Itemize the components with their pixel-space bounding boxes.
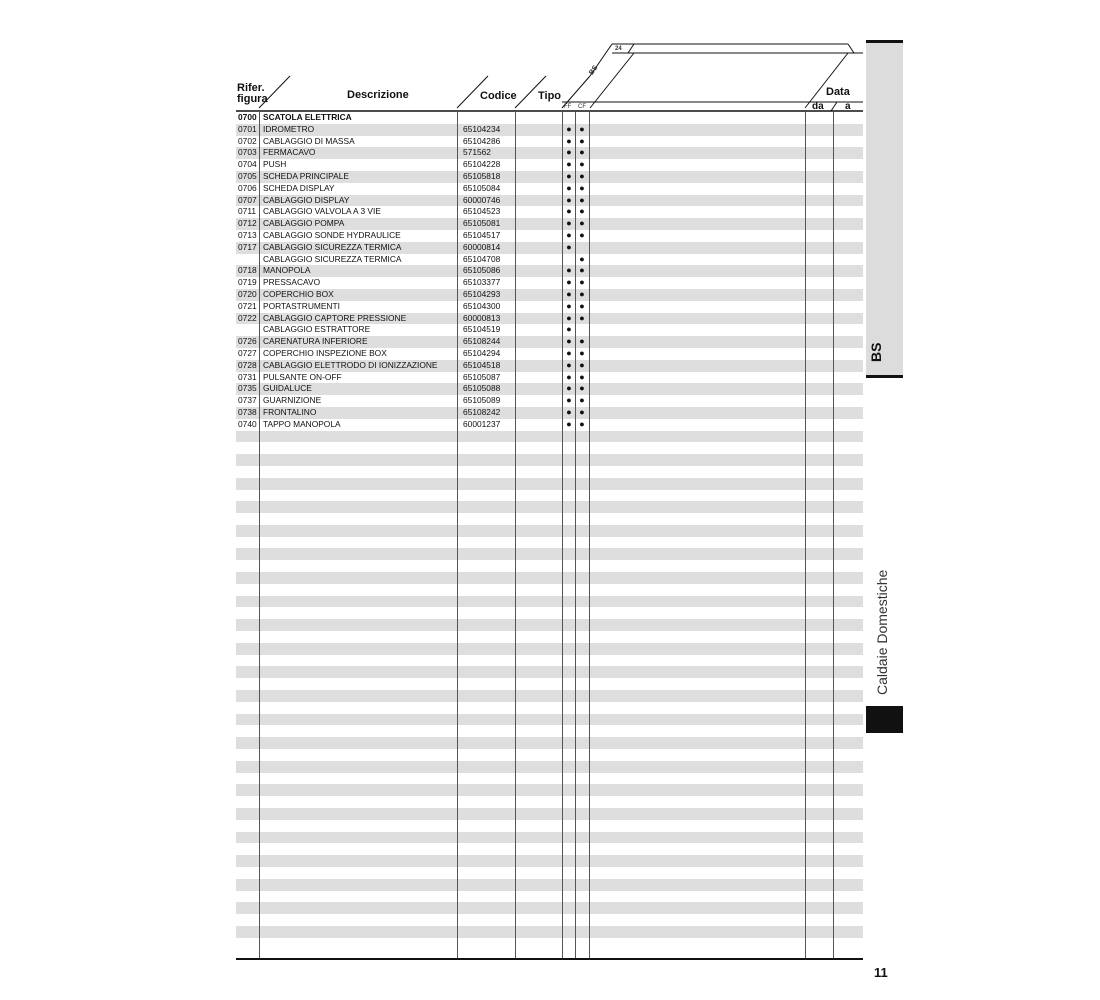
- cf-bullet-cell: ●: [579, 395, 585, 406]
- ref-cell: 0738: [238, 406, 257, 417]
- ref-cell: 0722: [238, 312, 257, 323]
- table-row: [236, 784, 863, 796]
- table-row: [236, 737, 863, 749]
- description-cell: PUSH: [263, 159, 287, 170]
- parts-table: [236, 112, 863, 950]
- code-cell: 65104519: [463, 324, 501, 335]
- code-cell: 65105081: [463, 218, 501, 229]
- table-row: [236, 773, 863, 785]
- table-row: [236, 348, 863, 360]
- table-row: [236, 572, 863, 584]
- cf-bullet-cell: ●: [579, 418, 585, 429]
- table-row: [236, 383, 863, 395]
- cf-bullet-cell: ●: [579, 147, 585, 158]
- code-cell: 65104228: [463, 159, 501, 170]
- description-cell: TAPPO MANOPOLA: [263, 418, 341, 429]
- ff-bullet-cell: ●: [566, 312, 572, 323]
- ff-bullet-cell: ●: [566, 371, 572, 382]
- table-row: [236, 596, 863, 608]
- table-row: [236, 820, 863, 832]
- ff-bullet-cell: ●: [566, 241, 572, 252]
- data-header: Data: [826, 86, 850, 98]
- description-cell: CABLAGGIO SONDE HYDRAULICE: [263, 229, 401, 240]
- ref-cell: 0700: [238, 112, 257, 122]
- table-row: [236, 454, 863, 466]
- ref-cell: 0711: [238, 206, 257, 217]
- ref-cell: 0735: [238, 383, 257, 394]
- table-row: [236, 206, 863, 218]
- side-caption: Caldaie Domestiche: [874, 569, 890, 695]
- codice-header: Codice: [480, 90, 517, 102]
- figura-label: figura: [237, 93, 268, 105]
- table-header-lines: [0, 0, 1100, 120]
- ref-cell: 0712: [238, 218, 257, 229]
- table-row: [236, 525, 863, 537]
- description-cell: CABLAGGIO SICUREZZA TERMICA: [263, 241, 402, 252]
- table-row: [236, 832, 863, 844]
- description-cell: FERMACAVO: [263, 147, 316, 158]
- table-row: [236, 926, 863, 938]
- cf-bullet-cell: ●: [579, 371, 585, 382]
- description-cell: CABLAGGIO DI MASSA: [263, 135, 355, 146]
- ff-bullet-cell: ●: [566, 206, 572, 217]
- ref-cell: 0719: [238, 277, 257, 288]
- table-row: [236, 513, 863, 525]
- code-cell: 65104708: [463, 253, 501, 264]
- description-cell: SCHEDA DISPLAY: [263, 182, 335, 193]
- ref-cell: 0713: [238, 229, 257, 240]
- column-divider: [515, 112, 516, 960]
- code-cell: 65104300: [463, 300, 501, 311]
- table-row: [236, 242, 863, 254]
- cf-bullet-cell: ●: [579, 159, 585, 170]
- table-row: [236, 324, 863, 336]
- code-cell: 65104523: [463, 206, 501, 217]
- table-row: [236, 631, 863, 643]
- table-row: [236, 112, 863, 124]
- ff-bullet-cell: ●: [566, 324, 572, 335]
- table-row: [236, 891, 863, 903]
- code-cell: 65105084: [463, 182, 501, 193]
- table-row: [236, 914, 863, 926]
- description-cell: CABLAGGIO VALVOLA A 3 VIE: [263, 206, 381, 217]
- table-row: [236, 702, 863, 714]
- side-marker-block: [866, 706, 903, 733]
- ref-cell: 0720: [238, 288, 257, 299]
- table-row: [236, 395, 863, 407]
- ref-cell: 0721: [238, 300, 257, 311]
- code-cell: 65104286: [463, 135, 501, 146]
- column-divider: [575, 112, 576, 960]
- table-row: [236, 808, 863, 820]
- table-row: [236, 490, 863, 502]
- ff-bullet-cell: ●: [566, 347, 572, 358]
- column-divider: [589, 112, 590, 960]
- table-row: [236, 183, 863, 195]
- cf-bullet-cell: ●: [579, 229, 585, 240]
- model-number-label: 24: [615, 46, 622, 52]
- cf-bullet-cell: ●: [579, 347, 585, 358]
- table-row: [236, 136, 863, 148]
- table-row: [236, 478, 863, 490]
- table-row: [236, 124, 863, 136]
- ref-cell: 0727: [238, 347, 257, 358]
- table-row: [236, 761, 863, 773]
- cf-bullet-cell: ●: [579, 300, 585, 311]
- table-row: [236, 843, 863, 855]
- table-row: [236, 254, 863, 266]
- code-cell: 65105818: [463, 170, 501, 181]
- table-row: [236, 537, 863, 549]
- description-cell: COPERCHIO INSPEZIONE BOX: [263, 347, 387, 358]
- cf-bullet-cell: ●: [579, 170, 585, 181]
- ff-bullet-cell: ●: [566, 359, 572, 370]
- table-row: [236, 336, 863, 348]
- table-row: [236, 666, 863, 678]
- ff-bullet-cell: ●: [566, 265, 572, 276]
- table-row: [236, 867, 863, 879]
- code-cell: 60001237: [463, 418, 501, 429]
- cf-bullet-cell: ●: [579, 288, 585, 299]
- ff-bullet-cell: ●: [566, 288, 572, 299]
- ff-bullet-cell: ●: [566, 182, 572, 193]
- ff-bullet-cell: ●: [566, 395, 572, 406]
- description-cell: CABLAGGIO ELETTRODO DI IONIZZAZIONE: [263, 359, 438, 370]
- ref-cell: 0702: [238, 135, 257, 146]
- table-row: [236, 725, 863, 737]
- description-cell: CARENATURA INFERIORE: [263, 336, 368, 347]
- model-name-label: BS: [588, 64, 600, 77]
- table-row: [236, 466, 863, 478]
- table-row: [236, 265, 863, 277]
- bottom-rule: [236, 958, 863, 960]
- ff-bullet-cell: ●: [566, 277, 572, 288]
- ref-cell: 0707: [238, 194, 257, 205]
- code-cell: 65108244: [463, 336, 501, 347]
- description-cell: PORTASTRUMENTI: [263, 300, 340, 311]
- code-cell: 65105086: [463, 265, 501, 276]
- ref-cell: 0701: [238, 123, 257, 134]
- description-cell: SCATOLA ELETTRICA: [263, 112, 352, 122]
- description-cell: IDROMETRO: [263, 123, 315, 134]
- table-row: [236, 230, 863, 242]
- code-cell: 65104517: [463, 229, 501, 240]
- ref-cell: 0737: [238, 395, 257, 406]
- table-row: [236, 301, 863, 313]
- description-cell: GUARNIZIONE: [263, 395, 322, 406]
- description-cell: PULSANTE ON-OFF: [263, 371, 342, 382]
- ff-bullet-cell: ●: [566, 135, 572, 146]
- ref-cell: 0706: [238, 182, 257, 193]
- code-cell: 65104293: [463, 288, 501, 299]
- table-row: [236, 714, 863, 726]
- cf-bullet-cell: ●: [579, 277, 585, 288]
- table-row: [236, 313, 863, 325]
- cf-bullet-cell: ●: [579, 336, 585, 347]
- cf-bullet-cell: ●: [579, 135, 585, 146]
- table-row: [236, 360, 863, 372]
- description-cell: MANOPOLA: [263, 265, 311, 276]
- table-row: [236, 195, 863, 207]
- table-row: [236, 548, 863, 560]
- cf-subheader: CF: [578, 104, 586, 110]
- table-row: [236, 902, 863, 914]
- cf-bullet-cell: ●: [579, 383, 585, 394]
- column-divider: [259, 112, 260, 960]
- table-row: [236, 431, 863, 443]
- table-row: [236, 277, 863, 289]
- description-cell: CABLAGGIO ESTRATTORE: [263, 324, 371, 335]
- table-row: [236, 749, 863, 761]
- cf-bullet-cell: ●: [579, 182, 585, 193]
- cf-bullet-cell: ●: [579, 312, 585, 323]
- da-header: da: [812, 101, 824, 112]
- cf-bullet-cell: ●: [579, 406, 585, 417]
- ff-bullet-cell: ●: [566, 218, 572, 229]
- rifer-label: Rifer.: [237, 82, 265, 94]
- ref-cell: 0740: [238, 418, 257, 429]
- table-row: [236, 289, 863, 301]
- ref-cell: 0703: [238, 147, 257, 158]
- description-cell: COPERCHIO BOX: [263, 288, 334, 299]
- code-cell: 571562: [463, 147, 491, 158]
- code-cell: 65104294: [463, 347, 501, 358]
- table-row: [236, 442, 863, 454]
- cf-bullet-cell: ●: [579, 206, 585, 217]
- description-cell: CABLAGGIO DISPLAY: [263, 194, 350, 205]
- table-row: [236, 796, 863, 808]
- cf-bullet-cell: ●: [579, 253, 585, 264]
- table-row: [236, 419, 863, 431]
- table-row: [236, 607, 863, 619]
- section-tab-label: BS: [868, 342, 884, 362]
- table-row: [236, 855, 863, 867]
- description-cell: FRONTALINO: [263, 406, 317, 417]
- cf-bullet-cell: ●: [579, 265, 585, 276]
- table-row: [236, 171, 863, 183]
- description-cell: SCHEDA PRINCIPALE: [263, 170, 349, 181]
- code-cell: 65105087: [463, 371, 501, 382]
- table-row: [236, 678, 863, 690]
- table-row: [236, 938, 863, 950]
- ff-bullet-cell: ●: [566, 300, 572, 311]
- ff-subheader: FF: [564, 104, 572, 110]
- tipo-header: Tipo: [538, 90, 562, 102]
- ff-bullet-cell: ●: [566, 123, 572, 134]
- table-row: [236, 147, 863, 159]
- column-divider: [562, 112, 563, 960]
- cf-bullet-cell: ●: [579, 218, 585, 229]
- code-cell: 60000813: [463, 312, 501, 323]
- page-number: 11: [874, 965, 888, 980]
- table-row: [236, 619, 863, 631]
- ref-cell: 0704: [238, 159, 257, 170]
- table-row: [236, 643, 863, 655]
- description-cell: GUIDALUCE: [263, 383, 312, 394]
- code-cell: 65105088: [463, 383, 501, 394]
- code-cell: 65108242: [463, 406, 501, 417]
- description-cell: CABLAGGIO SICUREZZA TERMICA: [263, 253, 402, 264]
- table-row: [236, 690, 863, 702]
- table-row: [236, 159, 863, 171]
- ref-cell: 0731: [238, 371, 257, 382]
- ref-cell: 0726: [238, 336, 257, 347]
- description-cell: PRESSACAVO: [263, 277, 321, 288]
- description-cell: CABLAGGIO POMPA: [263, 218, 345, 229]
- ff-bullet-cell: ●: [566, 147, 572, 158]
- ff-bullet-cell: ●: [566, 170, 572, 181]
- ff-bullet-cell: ●: [566, 406, 572, 417]
- column-divider: [833, 112, 834, 960]
- ff-bullet-cell: ●: [566, 418, 572, 429]
- ref-cell: 0717: [238, 241, 257, 252]
- table-row: [236, 372, 863, 384]
- column-divider: [805, 112, 806, 960]
- column-divider: [457, 112, 458, 960]
- code-cell: 65104518: [463, 359, 501, 370]
- ff-bullet-cell: ●: [566, 383, 572, 394]
- ref-cell: 0718: [238, 265, 257, 276]
- ff-bullet-cell: ●: [566, 336, 572, 347]
- table-row: [236, 501, 863, 513]
- table-row: [236, 879, 863, 891]
- ff-bullet-cell: ●: [566, 229, 572, 240]
- ff-bullet-cell: ●: [566, 159, 572, 170]
- cf-bullet-cell: ●: [579, 123, 585, 134]
- table-row: [236, 560, 863, 572]
- ref-cell: 0728: [238, 359, 257, 370]
- cf-bullet-cell: ●: [579, 359, 585, 370]
- description-cell: CABLAGGIO CAPTORE PRESSIONE: [263, 312, 407, 323]
- cf-bullet-cell: ●: [579, 194, 585, 205]
- table-row: [236, 655, 863, 667]
- code-cell: 65104234: [463, 123, 501, 134]
- table-row: [236, 584, 863, 596]
- a-header: a: [845, 101, 851, 112]
- table-row: [236, 407, 863, 419]
- descrizione-header: Descrizione: [347, 89, 409, 101]
- code-cell: 65105089: [463, 395, 501, 406]
- code-cell: 60000814: [463, 241, 501, 252]
- ref-cell: 0705: [238, 170, 257, 181]
- code-cell: 60000746: [463, 194, 501, 205]
- table-row: [236, 218, 863, 230]
- ff-bullet-cell: ●: [566, 194, 572, 205]
- code-cell: 65103377: [463, 277, 501, 288]
